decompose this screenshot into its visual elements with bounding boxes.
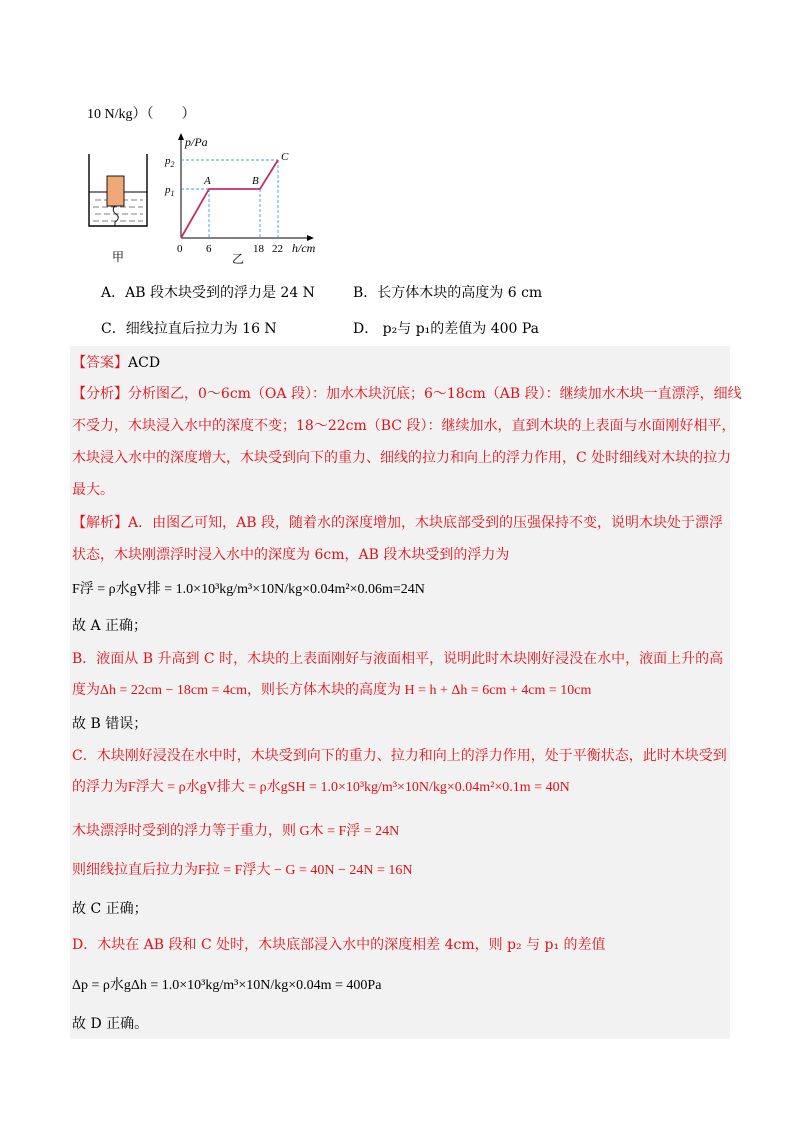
result-a: 故 A 正确； bbox=[72, 618, 148, 634]
solution-line-b1: B．液面从 B 升高到 C 时，木块的上表面刚好与液面相平，说明此时木块刚好浸没在水中，液面上升的高 bbox=[72, 651, 724, 667]
answer-label: 【答案】 bbox=[72, 355, 128, 371]
solution-line-a1 bbox=[72, 513, 723, 533]
pressure-line bbox=[181, 160, 278, 238]
analysis-line-4: 最大。 bbox=[72, 482, 114, 498]
solution-line-c3: 木块漂浮时受到的浮力等于重力，则 G木 = F浮 = 24N bbox=[72, 824, 400, 839]
result-b: 故 B 错误； bbox=[72, 716, 148, 732]
x-tick-22: 22 bbox=[272, 243, 283, 255]
figure-diagram bbox=[85, 132, 345, 272]
solution-line-b2: 度为Δh = 22cm − 18cm = 4cm，则长方体木块的高度为 H = h + Δh = 6cm + 4cm = 10cm bbox=[72, 683, 592, 698]
point-c-label: C bbox=[281, 151, 289, 163]
solution-line-c1: C．木块刚好浸没在水中时，木块受到向下的重力、拉力和向上的浮力作用，处于平衡状态，此时木块受到 bbox=[72, 748, 727, 764]
x-tick-6: 6 bbox=[206, 243, 212, 255]
option-c: C．细线拉直后拉力为 16 N bbox=[101, 321, 277, 337]
x-tick-18: 18 bbox=[253, 243, 264, 255]
point-a-label: A bbox=[204, 175, 211, 187]
pressure-graph bbox=[178, 133, 314, 241]
analysis-line-2: 不受力，木块浸入水中的深度不变；18～22cm（BC 段）：继续加水，直到木块的上表面与水面刚好相平， bbox=[72, 418, 736, 434]
point-b-label: B bbox=[252, 175, 259, 187]
option-a: A．AB 段木块受到的浮力是 24 N bbox=[101, 285, 315, 301]
analysis-label: 【分析】 bbox=[72, 386, 128, 402]
answer-line bbox=[72, 353, 160, 373]
formula-a: F浮 = ρ水gV排 = 1.0×10³kg/m³×10N/kg×0.04m²×0.06m=24N bbox=[72, 582, 425, 597]
right-caption: 乙 bbox=[232, 252, 245, 266]
answer-value: ACD bbox=[128, 355, 161, 371]
left-caption: 甲 bbox=[112, 250, 125, 264]
x-axis-label: h/cm bbox=[292, 241, 316, 255]
option-d: D． p₂与 p₁的差值为 400 Pa bbox=[353, 321, 540, 337]
solution-line-d1: D．木块在 AB 段和 C 处时，木块底部浸入水中的深度相差 4cm，则 p₂ 与 p₁ 的差值 bbox=[72, 937, 606, 953]
solution-text-a1: A．由图乙可知，AB 段，随着水的深度增加，木块底部受到的压强保持不变，说明木块处于漂浮 bbox=[128, 515, 723, 531]
result-c: 故 C 正确； bbox=[72, 901, 148, 917]
analysis-text-1: 分析图乙，0～6cm（OA 段）：加水木块沉底；6～18cm（AB 段）：继续加水木块一直漂浮，细线 bbox=[128, 386, 742, 402]
result-d: 故 D 正确。 bbox=[72, 1016, 149, 1032]
y-tick-p1: $p_1$ bbox=[165, 184, 175, 198]
solution-line-a2: 状态，木块刚漂浮时浸入水中的深度为 6cm，AB 段木块受到的浮力为 bbox=[72, 547, 510, 563]
analysis-line-3: 木块浸入水中的深度增大，木块受到向下的重力、细线的拉力和向上的浮力作用，C 处时细线对木块的拉力 bbox=[72, 450, 732, 466]
analysis-line-1 bbox=[72, 384, 742, 404]
solution-line-c2: 的浮力为F浮大 = ρ水gV排大 = ρ水gSH = 1.0×10³kg/m³×10N/kg×0.04m²×0.1m = 40N bbox=[72, 780, 570, 795]
question-intro: 10 N/kg）（ ） bbox=[87, 107, 196, 122]
solution-label: 【解析】 bbox=[72, 515, 128, 531]
y-tick-p2: $p_2$ bbox=[165, 155, 175, 169]
solution-line-c4: 则细线拉直后拉力为F拉 = F浮大 − G = 40N − 24N = 16N bbox=[72, 863, 413, 878]
beaker-figure bbox=[89, 154, 147, 226]
x-tick-0: 0 bbox=[177, 243, 183, 255]
y-axis-label: p/Pa bbox=[185, 135, 208, 149]
option-b: B．长方体木块的高度为 6 cm bbox=[353, 285, 543, 301]
formula-d: Δp = ρ水gΔh = 1.0×10³kg/m³×10N/kg×0.04m = 400Pa bbox=[72, 978, 382, 993]
